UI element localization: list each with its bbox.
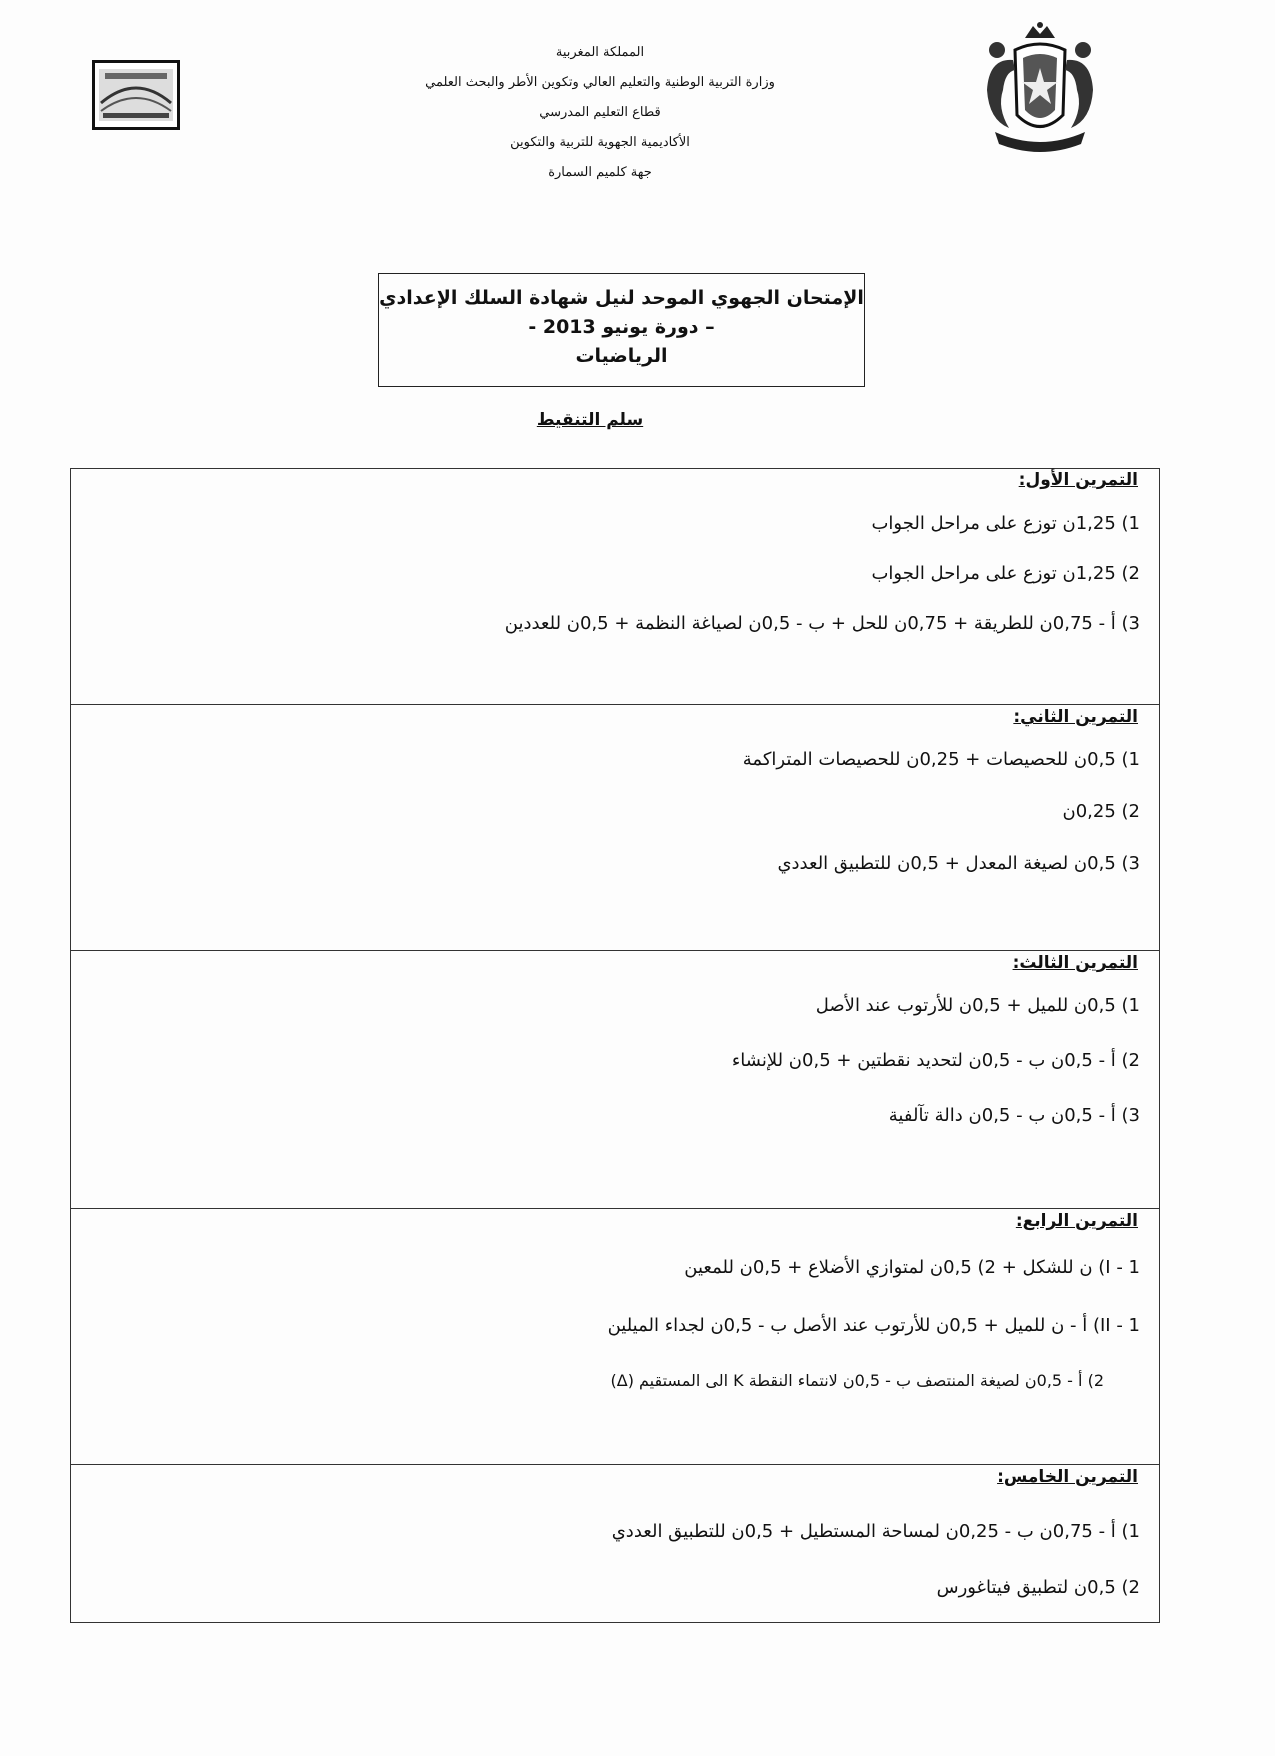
academy-logo-icon	[92, 60, 180, 130]
header-line: جهة كلميم السمارة	[548, 165, 652, 180]
exam-subject: الرياضيات	[575, 345, 668, 367]
exam-session: – دورة يونيو 2013 -	[528, 316, 715, 338]
exercise-title: التمرين الأول:	[1018, 470, 1138, 490]
exercise-title: التمرين الخامس:	[997, 1467, 1138, 1487]
exam-title-box	[378, 273, 865, 387]
grading-scale-title: سلم التنقيط	[536, 410, 644, 430]
royal-emblem-icon	[975, 20, 1105, 155]
grading-line: 2) 0,25ن	[1062, 801, 1140, 822]
grading-line: I - 1) ن للشكل + 2) 0,5ن لمتوازي الأضلاع + 0,5ن للمعين	[684, 1257, 1140, 1278]
exercise-5	[70, 1464, 1160, 1623]
grading-line: 3) أ - 0,75ن للطريقة + 0,75ن للحل + ب - 0,5ن لصياغة النظمة + 0,5ن للعددين	[504, 613, 1140, 634]
exercise-title: التمرين الثاني:	[1013, 707, 1138, 727]
exercise-title: التمرين الرابع:	[1015, 1211, 1138, 1231]
grading-line: 2) 1,25ن توزع على مراحل الجواب	[871, 563, 1140, 584]
exam-title: الإمتحان الجهوي الموحد لنيل شهادة السلك الإعدادي	[379, 287, 864, 309]
grading-line: 2) أ - 0,5ن ب - 0,5ن لتحديد نقطتين + 0,5ن للإنشاء	[731, 1050, 1140, 1071]
grading-line: 1) 0,5ن للميل + 0,5ن للأرتوب عند الأصل	[815, 995, 1140, 1016]
grading-line: 3) أ - 0,5ن ب - 0,5ن دالة تآلفية	[888, 1105, 1140, 1126]
grading-line: 1) 1,25ن توزع على مراحل الجواب	[871, 513, 1140, 534]
header-line: قطاع التعليم المدرسي	[539, 105, 661, 120]
ministry-header	[380, 38, 820, 188]
header-line: المملكة المغربية	[555, 45, 645, 60]
exercise-4	[70, 1208, 1160, 1464]
grading-line: II - 1) أ - ن للميل + 0,5ن للأرتوب عند الأصل ب - 0,5ن لجداء الميلين	[607, 1315, 1140, 1336]
grading-line: 2) أ - 0,5ن لصيغة المنتصف ب - 0,5ن لانتماء النقطة K الى المستقيم (Δ)	[610, 1371, 1104, 1390]
grading-line: 3) 0,5ن لصيغة المعدل + 0,5ن للتطبيق العددي	[777, 853, 1140, 874]
grading-line: 2) 0,5ن لتطبيق فيتاغورس	[936, 1577, 1140, 1598]
grading-line: 1) أ - 0,75ن ب - 0,25ن لمساحة المستطيل + 0,5ن للتطبيق العددي	[611, 1521, 1140, 1542]
exercise-3	[70, 950, 1160, 1208]
header-line: وزارة التربية الوطنية والتعليم العالي وتكوين الأطر والبحث العلمي	[425, 75, 775, 90]
exercise-title: التمرين الثالث:	[1012, 953, 1138, 973]
exercise-2	[70, 704, 1160, 950]
header-line: الأكاديمية الجهوية للتربية والتكوين	[510, 135, 690, 150]
grading-line: 1) 0,5ن للحصيصات + 0,25ن للحصيصات المتراكمة	[742, 749, 1140, 770]
exercise-1	[70, 468, 1160, 704]
grading-grid	[70, 468, 1160, 1623]
